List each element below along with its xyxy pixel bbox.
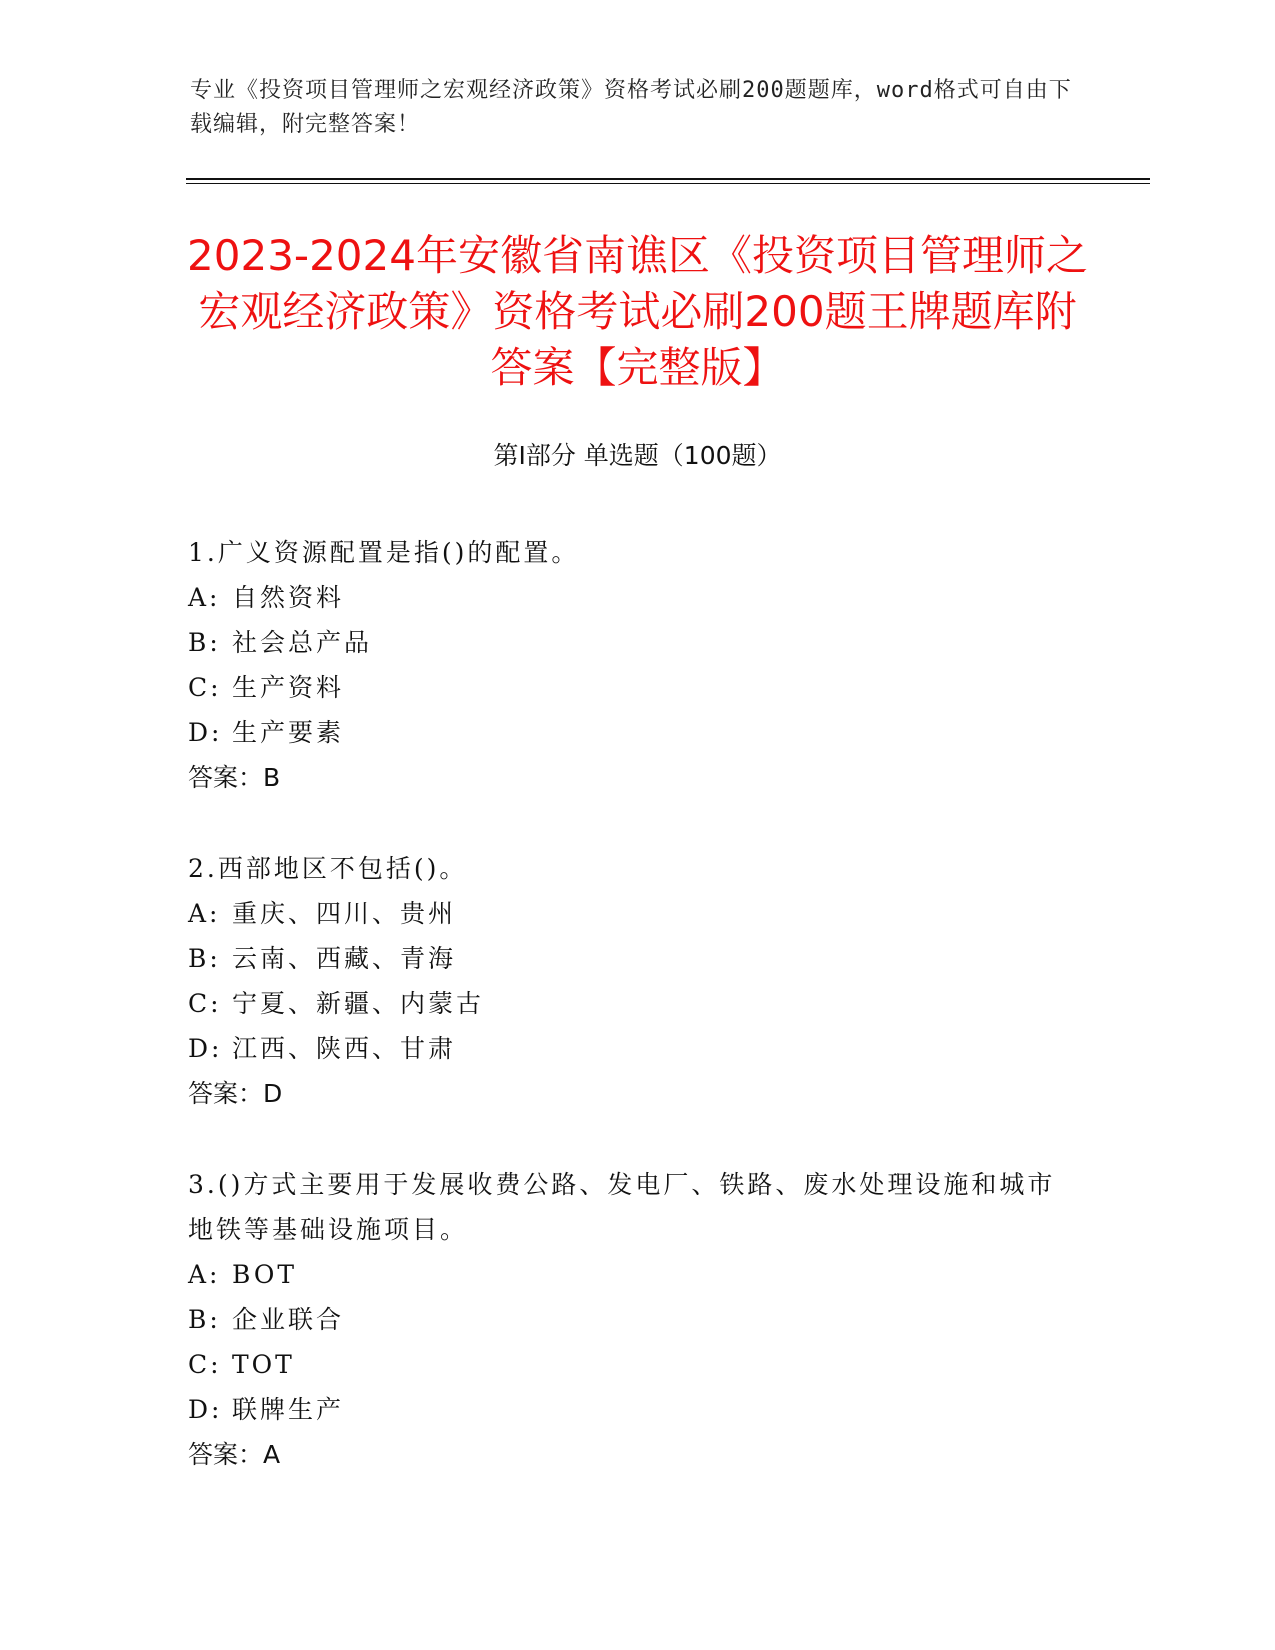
option-b: [188, 620, 1068, 665]
option-letter: B:: [188, 628, 221, 657]
option-a: [188, 575, 1068, 620]
option-d: [188, 1026, 1068, 1071]
option-d: [188, 1387, 1068, 1432]
option-letter: B:: [188, 1305, 221, 1334]
header-divider-thick: [186, 178, 1150, 180]
answer-label: 答案：: [188, 1079, 264, 1108]
option-c: [188, 665, 1068, 710]
question-3: [188, 1162, 1068, 1477]
option-letter: D:: [188, 1395, 223, 1424]
answer-label: 答案：: [188, 763, 264, 792]
option-d: [188, 710, 1068, 755]
section-heading: 第I部分 单选题（100题）: [493, 441, 782, 470]
option-text: 社会总产品: [232, 628, 373, 657]
option-text: 云南、西藏、青海: [232, 944, 457, 973]
answer-line: [188, 1071, 1068, 1116]
option-letter: A:: [188, 583, 221, 612]
answer-line: [188, 1432, 1068, 1477]
answer-line: [188, 755, 1068, 800]
question-2: [188, 846, 1068, 1116]
option-c: [188, 981, 1068, 1026]
option-letter: D:: [188, 718, 223, 747]
answer-value: D: [263, 1079, 283, 1108]
option-text: 江西、陕西、甘肃: [232, 1034, 457, 1063]
option-text: 自然资料: [232, 583, 345, 612]
option-text: TOT: [232, 1350, 295, 1379]
answer-value: A: [263, 1440, 281, 1469]
question-stem: 2.西部地区不包括()。: [188, 854, 468, 883]
option-letter: A:: [188, 899, 221, 928]
question-stem: 1.广义资源配置是指()的配置。: [188, 538, 580, 567]
option-letter: C:: [188, 1350, 222, 1379]
option-b: [188, 1297, 1068, 1342]
document-title: 2023-2024年安徽省南谯区《投资项目管理师之宏观经济政策》资格考试必刷200题王牌题库附答案【完整版】: [187, 231, 1088, 392]
option-text: BOT: [232, 1260, 298, 1289]
option-text: 生产要素: [232, 718, 345, 747]
header-note: 专业《投资项目管理师之宏观经济政策》资格考试必刷200题题库，word格式可自由下载编辑，附完整答案！: [190, 78, 1072, 137]
option-text: 生产资料: [232, 673, 345, 702]
option-text: 企业联合: [232, 1305, 345, 1334]
question-1: [188, 530, 1068, 800]
question-list: [188, 530, 1068, 1523]
option-letter: A:: [188, 1260, 221, 1289]
answer-label: 答案：: [188, 1440, 264, 1469]
option-a: [188, 891, 1068, 936]
option-text: 宁夏、新疆、内蒙古: [232, 989, 485, 1018]
option-letter: B:: [188, 944, 221, 973]
option-text: 重庆、四川、贵州: [232, 899, 457, 928]
option-b: [188, 936, 1068, 981]
option-a: [188, 1252, 1068, 1297]
option-letter: D:: [188, 1034, 223, 1063]
option-letter: C:: [188, 673, 222, 702]
question-stem: 3.()方式主要用于发展收费公路、发电厂、铁路、废水处理设施和城市地铁等基础设施项目。: [188, 1170, 1056, 1244]
option-letter: C:: [188, 989, 222, 1018]
option-c: [188, 1342, 1068, 1387]
header-divider-thin: [186, 183, 1150, 184]
option-text: 联牌生产: [232, 1395, 345, 1424]
answer-value: B: [263, 763, 281, 792]
